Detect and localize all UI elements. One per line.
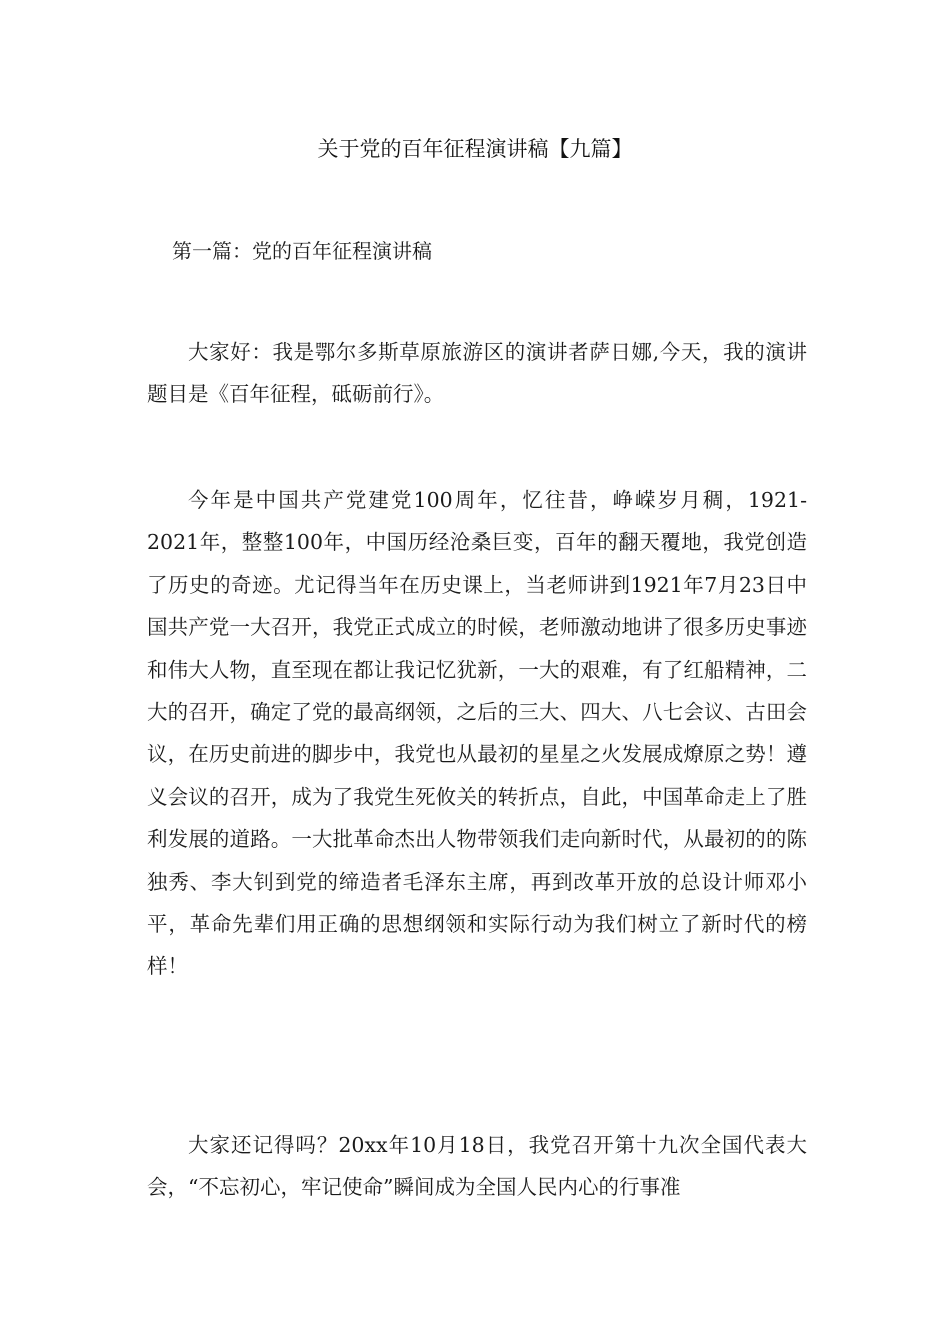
document-title: 关于党的百年征程演讲稿【九篇】	[317, 137, 633, 161]
paragraph-greeting: 大家好：我是鄂尔多斯草原旅游区的演讲者萨日娜,今天，我的演讲题目是《百年征程，砥砺前行》。	[147, 340, 807, 407]
section-heading: 第一篇：党的百年征程演讲稿	[172, 239, 432, 263]
paragraph-congress: 大家还记得吗？20xx年10月18日，我党召开第十九次全国代表大会，“不忘初心，牢记使命”瞬间成为全国人民内心的行事准	[147, 1133, 807, 1200]
paragraph-history: 今年是中国共产党建党100周年，忆往昔，峥嵘岁月稠，1921-2021年，整整100年，中国历经沧桑巨变，百年的翻天覆地，我党创造了历史的奇迹。尤记得当年在历史课上，当老师讲到1921年7月23日中国共产党一大召开，我党正式成立的时候，老师激动地讲了很多历史事迹和伟大人物，直至现在都让我记忆犹新，一大的艰难，有了红船精神，二大的召开，确定了党的最高纲领，之后的三大、四大、八七会议、古田会议，在历史前进的脚步中，我党也从最初的星星之火发展成燎原之势！遵义会议的召开，成为了我党生死攸关的转折点，自此，中国革命走上了胜利发展的道路。一大批革命杰出人物带领我们走向新时代，从最初的的陈独秀、李大钊到党的缔造者毛泽东主席，再到改革开放的总设计师邓小平，革命先辈们用正确的思想纲领和实际行动为我们树立了新时代的榜样！	[147, 488, 807, 979]
